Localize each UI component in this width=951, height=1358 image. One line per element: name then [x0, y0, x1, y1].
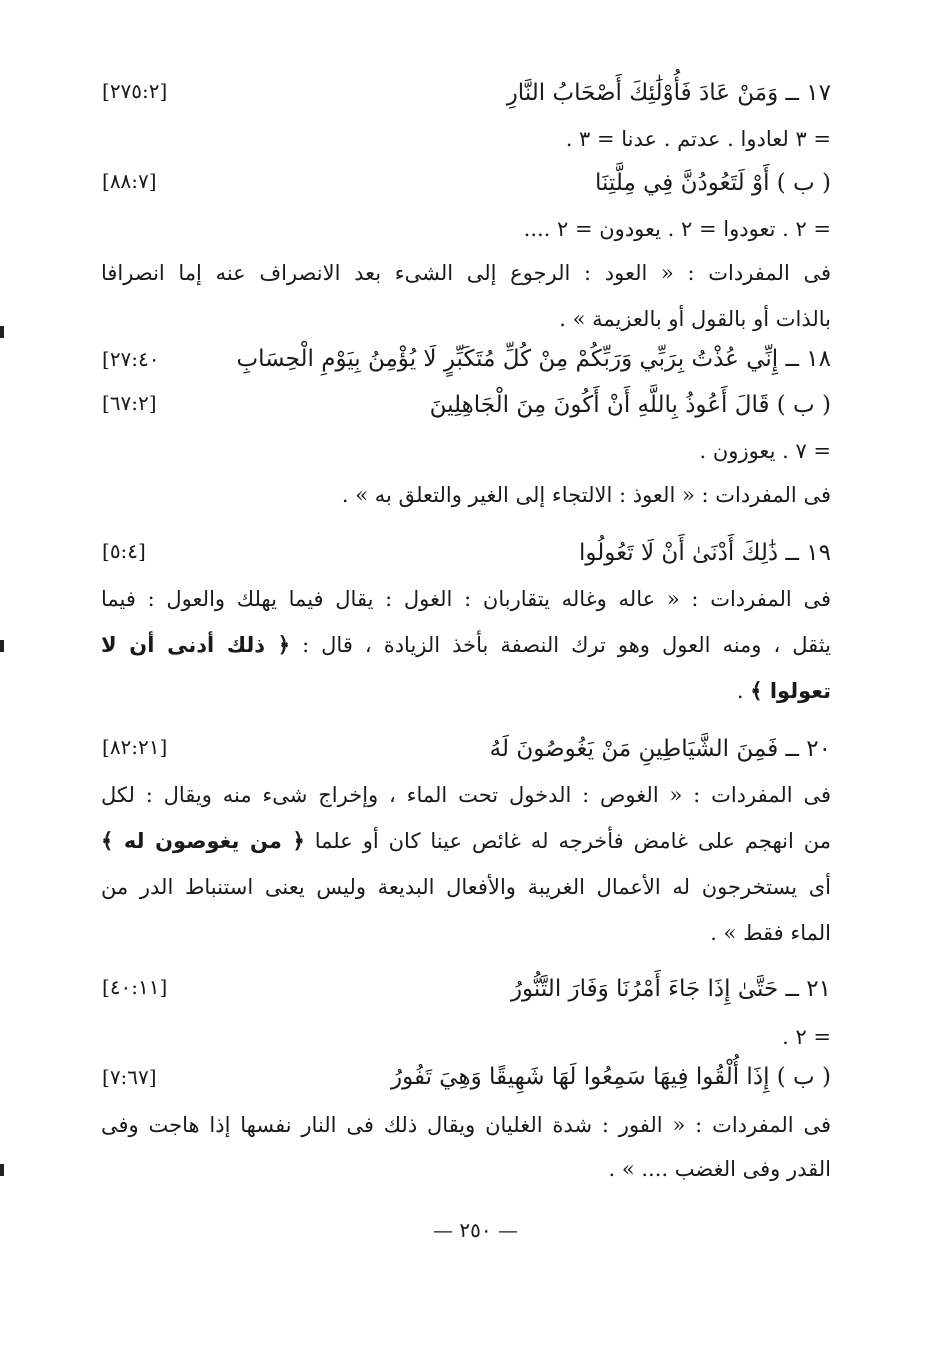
mufradat-text: من انهجم على غامض فأخرجه له غائص عينا كان أو علما ﴿ من يغوصون له ﴾ [101, 829, 831, 853]
verse-ref: [٨٢:٢١] [102, 735, 168, 759]
scan-edge-mark [0, 640, 4, 652]
page-number: — ٢٥٠ — [433, 1218, 518, 1242]
mufradat-text: بالذات أو بالقول أو بالعزيمة » . [559, 307, 831, 331]
verse-ref: [٧:٦٧] [102, 1065, 157, 1089]
verse-20: ٢٠ ــ فَمِنَ الشَّيَاطِينِ مَنْ يَغُوصُونَ لَهُ [489, 736, 831, 762]
mufradat-text: فى المفردات : « العود : الرجوع إلى الشىء بعد الانصراف عنه إما انصرافا [101, 261, 831, 285]
verse-ref: [٤٠:١١] [102, 975, 168, 999]
mufradat-text: تعولوا ﴾ . [736, 679, 831, 703]
note-line: = ٢ . تعودوا = ٢ . يعودون = ٢ .... [523, 217, 831, 241]
verse-17b: ( ب ) أَوْ لَتَعُودُنَّ فِي مِلَّتِنَا [594, 170, 831, 196]
mufradat-text: فى المفردات : « عاله وغاله يتقاربان : الغول : يقال فيما يهلك والعول : فيما [101, 587, 831, 611]
verse-18b: ( ب ) قَالَ أَعُوذُ بِاللَّهِ أَنْ أَكُونَ مِنَ الْجَاهِلِينَ [429, 392, 831, 418]
mufradat-text: فى المفردات : « العوذ : الالتجاء إلى الغير والتعلق به » . [341, 483, 831, 507]
scan-edge-mark [0, 326, 4, 338]
verse-18: ١٨ ــ إِنِّي عُذْتُ بِرَبِّي وَرَبِّكُمْ مِنْ كُلِّ مُتَكَبِّرٍ لَا يُؤْمِنُ بِيَوْمِ الْحِسَابِ [236, 346, 831, 372]
mufradat-text: أى يستخرجون له الأعمال الغريبة والأفعال البديعة وليس يعنى استنباط الدر من [101, 875, 831, 899]
verse-ref: [٦٧:٢] [102, 391, 157, 415]
mufradat-text: فى المفردات : « الفور : شدة الغليان ويقال ذلك فى النار نفسها إذا هاجت وفى [101, 1113, 831, 1137]
verse-17: ١٧ ــ وَمَنْ عَادَ فَأُوْلَٰئِكَ أَصْحَابُ النَّارِ [506, 80, 831, 106]
note-line: = ٣ لعادوا . عدتم . عدنا = ٣ . [565, 127, 831, 151]
verse-21: ٢١ ــ حَتَّىٰ إِذَا جَاءَ أَمْرُنَا وَفَارَ التَّنُّورُ [510, 976, 831, 1002]
verse-ref: [٢٧٥:٢] [102, 79, 168, 103]
mufradat-text: فى المفردات : « الغوص : الدخول تحت الماء ، وإخراج شىء منه ويقال : لكل [101, 783, 831, 807]
mufradat-text: الماء فقط » . [710, 921, 831, 945]
verse-ref: [٨٨:٧] [102, 169, 157, 193]
verse-ref: [٥:٤] [102, 539, 146, 563]
note-line: = ٢ . [782, 1025, 831, 1049]
mufradat-text: القدر وفى الغضب .... » . [608, 1157, 831, 1181]
scan-edge-mark [0, 1164, 4, 1176]
mufradat-text: يثقل ، ومنه العول وهو ترك النصفة بأخذ الزيادة ، قال : ﴿ ذلك أدنى أن لا [101, 633, 831, 657]
verse-21b: ( ب ) إِذَا أُلْقُوا فِيهَا سَمِعُوا لَهَا شَهِيقًا وَهِيَ تَفُورُ [390, 1064, 831, 1090]
verse-19: ١٩ ــ ذَٰلِكَ أَدْنَىٰ أَنْ لَا تَعُولُوا [579, 540, 831, 566]
verse-ref: [٢٧:٤٠ [102, 347, 160, 371]
note-line: = ٧ . يعوزون . [699, 439, 831, 463]
